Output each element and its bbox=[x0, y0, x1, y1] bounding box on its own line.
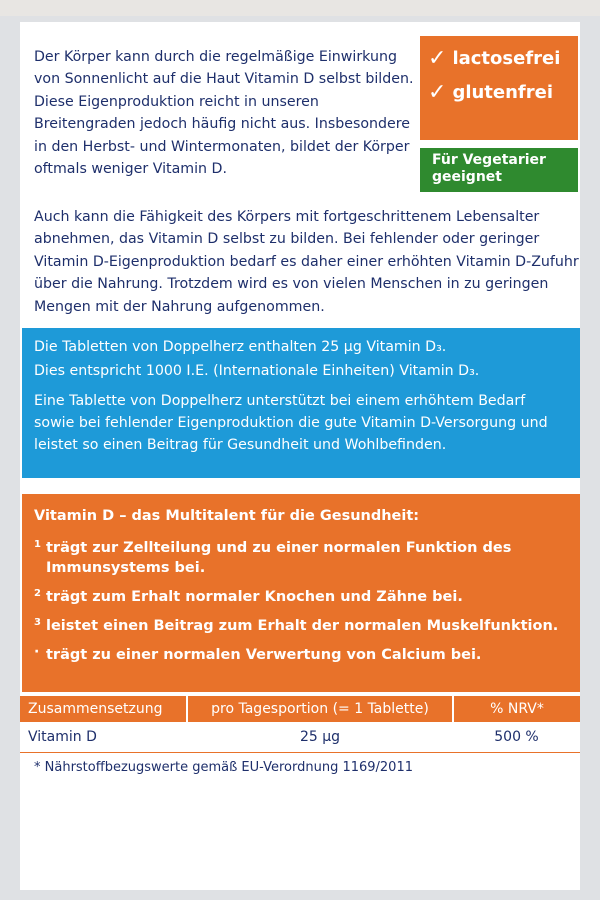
nutrient-amount: 25 µg bbox=[187, 722, 453, 753]
claim-text: leistet einen Beitrag zum Erhalt der normalen Muskelfunktion. bbox=[46, 618, 559, 634]
claim-footnote-mark: 1 bbox=[34, 539, 41, 550]
table-row bbox=[20, 722, 580, 753]
lactose-free-line bbox=[428, 46, 560, 71]
header-daily-portion: pro Tagesportion (= 1 Tablette) bbox=[187, 696, 453, 722]
claim-text: trägt zum Erhalt normaler Knochen und Zähne bei. bbox=[46, 589, 463, 605]
info-line-2: Dies entspricht 1000 I.E. (Internationale Einheiten) Vitamin D₃. bbox=[34, 363, 480, 379]
claim-footnote-mark: 3 bbox=[34, 617, 41, 628]
intro-text-wide bbox=[34, 206, 580, 318]
checkmark-icon: ✓ bbox=[428, 80, 447, 105]
package-top-edge bbox=[0, 0, 600, 16]
free-from-badge bbox=[420, 36, 578, 140]
nutrient-nrv: 500 % bbox=[453, 722, 580, 753]
nrv-footnote: * Nährstoffbezugswerte gemäß EU-Verordnung 1169/2011 bbox=[34, 760, 413, 775]
health-claim bbox=[34, 616, 568, 636]
gluten-free-label: glutenfrei bbox=[452, 82, 554, 103]
health-claims-box bbox=[22, 494, 580, 692]
package-panel bbox=[20, 22, 580, 890]
health-claims-title: Vitamin D – das Multitalent für die Gesundheit: bbox=[34, 508, 420, 524]
intro-paragraph-2: Auch kann die Fähigkeit des Körpers mit fortgeschrittenem Lebensalter abnehmen, das Vitamin D selbst zu bilden. Bei fehlender oder geringer Vitamin D-Eigenproduktion bedarf es daher einer erhöhten Vitamin D-Zufuhr über die Nahrung. Trotzdem wird es von vielen Menschen in zu geringen Mengen mit der Nahrung aufgenommen. bbox=[34, 209, 579, 315]
claim-text: trägt zu einer normalen Verwertung von Calcium bei. bbox=[46, 647, 482, 663]
product-info-box bbox=[22, 328, 580, 478]
info-line-3: Eine Tablette von Doppelherz unterstützt bei einem erhöhtem Bedarf sowie bei fehlender Eigenproduktion die gute Vitamin D-Versorgung und leistet so einen Beitrag für Gesundheit und Wohlbefinden. bbox=[34, 393, 548, 453]
intro-paragraph-1: Der Körper kann durch die regelmäßige Einwirkung von Sonnenlicht auf die Haut Vitamin D selbst bilden. Diese Eigenproduktion reicht in unseren Breitengraden jedoch häufig nicht aus. Insbesondere in den Herbst- und Wintermonaten, bildet der Körper oftmals weniger Vitamin D. bbox=[34, 49, 414, 178]
claim-text: trägt zur Zellteilung und zu einer normalen Funktion des Immunsystems bei. bbox=[46, 540, 512, 576]
health-claim bbox=[34, 587, 568, 607]
health-claim bbox=[34, 538, 568, 578]
intro-text bbox=[34, 46, 420, 194]
lactose-free-label: lactosefrei bbox=[452, 48, 561, 69]
gluten-free-line bbox=[428, 80, 553, 105]
checkmark-icon: ✓ bbox=[428, 46, 447, 71]
nutrition-table bbox=[20, 696, 580, 753]
claim-bullet: · bbox=[34, 644, 40, 660]
header-composition: Zusammensetzung bbox=[20, 696, 187, 722]
vegetarian-badge: Für Vegetarier geeignet bbox=[420, 148, 578, 192]
nutrient-name: Vitamin D bbox=[20, 722, 187, 753]
claim-footnote-mark: 2 bbox=[34, 588, 41, 599]
header-nrv: % NRV* bbox=[453, 696, 580, 722]
health-claim bbox=[34, 645, 568, 665]
info-line-1: Die Tabletten von Doppelherz enthalten 25 µg Vitamin D₃. bbox=[34, 339, 447, 355]
nutrition-header-row bbox=[20, 696, 580, 722]
